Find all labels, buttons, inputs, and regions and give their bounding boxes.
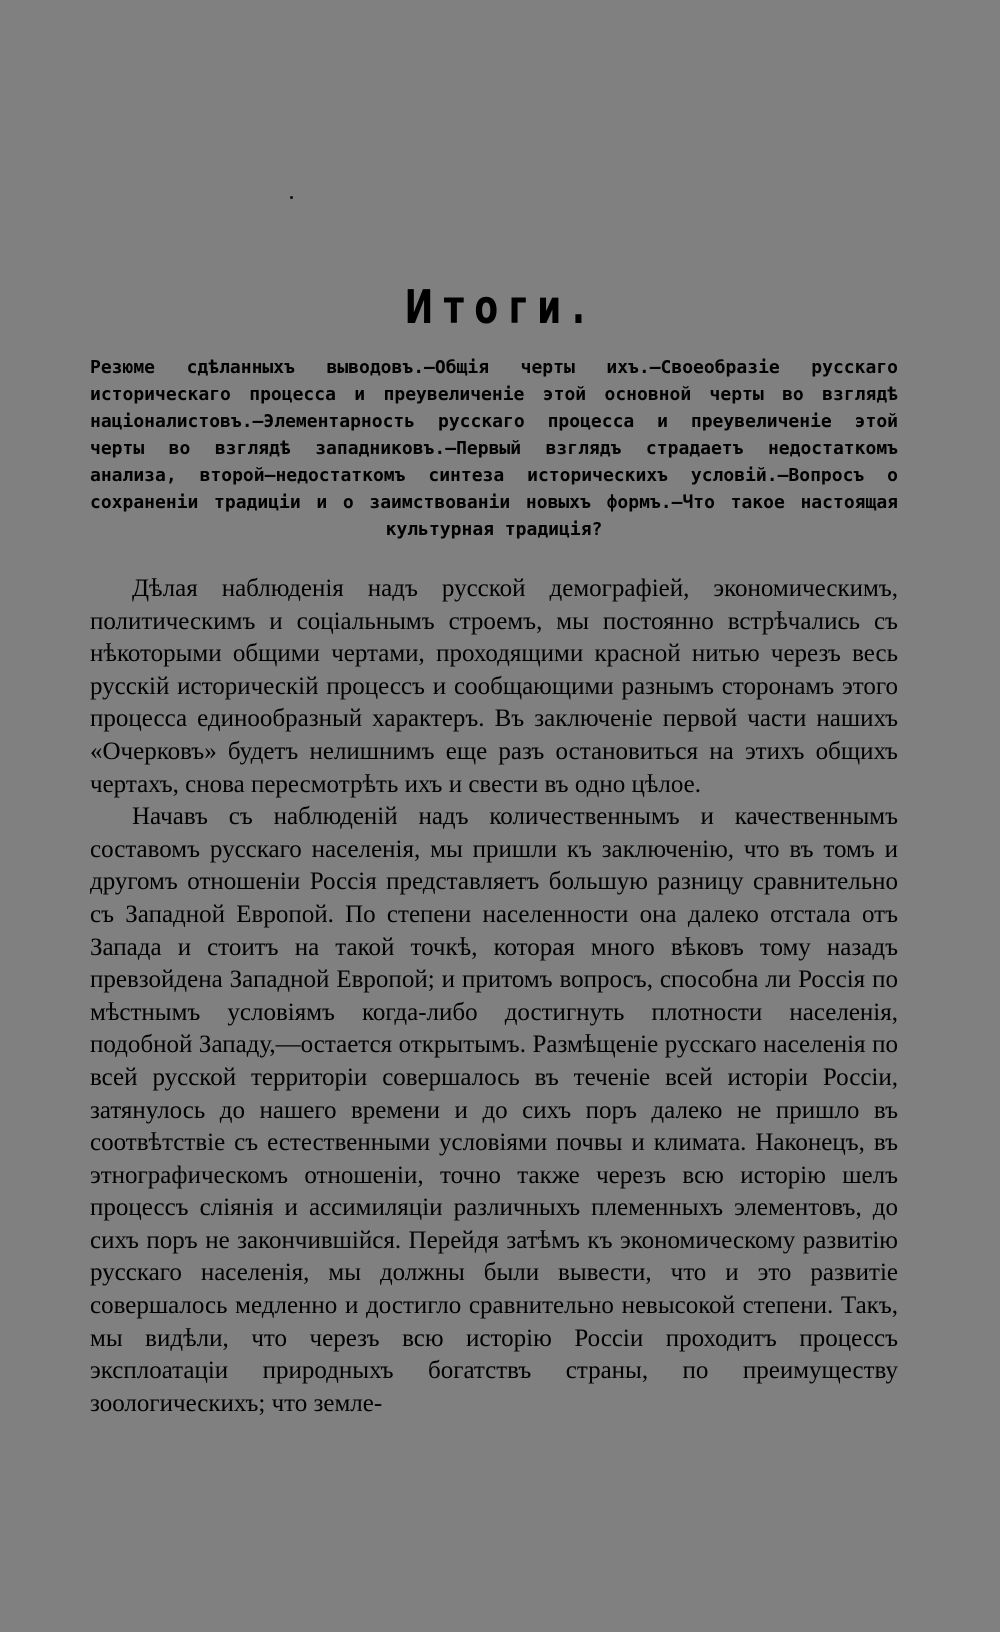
chapter-summary: Резюме сдѣланныхъ выводовъ.—Общія черты ихъ.—Своеобразіе русскаго историческаго процесса и преувеличеніе этой основной черты во взглядѣ націоналистовъ.—Элементарность русскаго процесса и преувеличеніе этой черты во взглядѣ западниковъ.—Первый взглядъ страдаетъ недостаткомъ анализа, второй—недостаткомъ синтеза историческихъ условій.—Вопросъ о сохраненіи традиціи и о заимствованіи новыхъ формъ.—Что такое настоящая культурная традиція?	[90, 357, 898, 540]
print-speck	[290, 196, 293, 199]
paragraph-2: Начавъ съ наблюденій надъ количественнымъ и качественнымъ составомъ русскаго населенія, мы пришли къ заключенію, что въ томъ и другомъ отношеніи Россія представляетъ большую разницу сравнительно съ Западной Европой. По степени населенности она далеко отстала отъ Запада и стоитъ на такой точкѣ, которая много вѣковъ тому назадъ превзойдена Западной Европой; и притомъ вопросъ, способна ли Россія по мѣстнымъ условіямъ когда-либо достигнуть плотности населенія, подобной Западу,—остается открытымъ. Размѣщеніе русскаго населенія по всей русской территоріи совершалось въ теченіе всей исторіи Россіи, затянулось до нашего времени и до сихъ поръ далеко не пришло въ соотвѣтствіе съ естественными условіями почвы и климата. Наконецъ, въ этнографическомъ отношеніи, точно также черезъ всю исторію шелъ процессъ сліянія и ассимиляціи различныхъ племенныхъ элементовъ, до сихъ поръ не закончившійся. Перейдя затѣмъ къ экономическому развитію русскаго населенія, мы должны были вывести, что и это развитіе совершалось медленно и достигло сравнительно невысокой степени. Такъ, мы видѣли, что черезъ всю исторію Россіи проходитъ процессъ эксплоатаціи природныхъ богатствъ страны, по преимуществу зоологическихъ; что земле-	[90, 803, 898, 1417]
body-text	[90, 573, 898, 1420]
chapter-title: Итоги.	[404, 280, 596, 334]
paragraph-1: Дѣлая наблюденія надъ русской демографіей, экономическимъ, политическимъ и соціальнымъ строемъ, мы постоянно встрѣчались съ нѣкоторыми общими чертами, проходящими красной нитью черезъ весь русскій историческій процессъ и сообщающими разнымъ сторонамъ этого процесса единообразный характеръ. Въ заключеніе первой части нашихъ «Очерковъ» будетъ нелишнимъ еще разъ остановиться на этихъ общихъ чертахъ, снова пересмотрѣть ихъ и свести въ одно цѣлое.	[90, 575, 898, 798]
